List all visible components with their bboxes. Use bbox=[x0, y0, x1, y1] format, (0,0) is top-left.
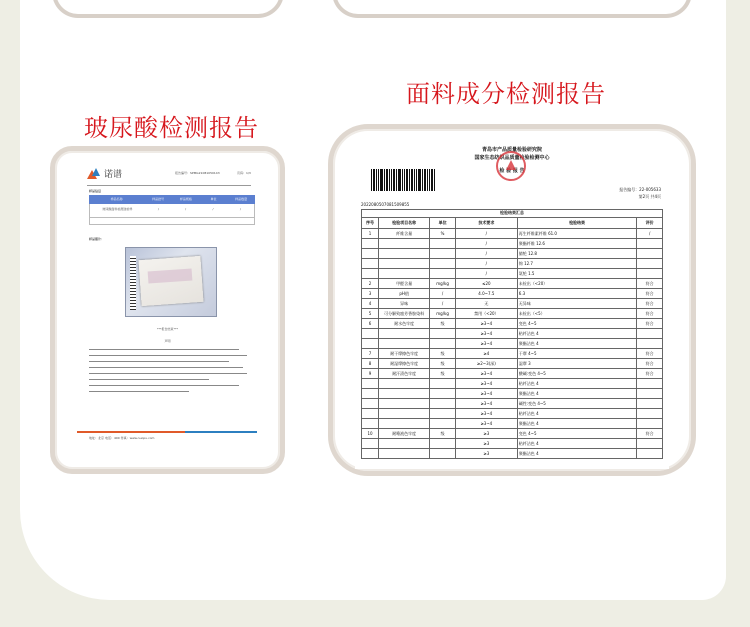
table-row bbox=[362, 379, 663, 389]
results-cell-req: / bbox=[455, 259, 517, 269]
results-cell-eval bbox=[637, 419, 663, 429]
report-end-marker: ***报告结束*** bbox=[156, 327, 178, 331]
results-cell-seq bbox=[362, 259, 379, 269]
table-row bbox=[362, 319, 663, 329]
sample-table-header-cell: 单位 bbox=[210, 197, 217, 201]
results-cell-unit: 级 bbox=[430, 429, 456, 439]
results-cell-unit bbox=[430, 239, 456, 249]
results-cell-seq: 4 bbox=[362, 299, 379, 309]
results-cell-item bbox=[379, 389, 430, 399]
results-cell-seq bbox=[362, 439, 379, 449]
results-cell-req: ≥3~4 bbox=[455, 419, 517, 429]
results-cell-seq: 9 bbox=[362, 369, 379, 379]
results-header-cell: 评价 bbox=[637, 218, 663, 229]
results-cell-res: 聚酯沾色 4 bbox=[517, 449, 637, 459]
results-cell-unit: 级 bbox=[430, 369, 456, 379]
statement-title: 声明 bbox=[164, 339, 171, 343]
results-cell-unit bbox=[430, 339, 456, 349]
official-stamp-icon bbox=[496, 151, 526, 181]
results-cell-unit: / bbox=[430, 299, 456, 309]
table-row bbox=[362, 279, 663, 289]
results-cell-seq: 2 bbox=[362, 279, 379, 289]
results-cell-req: ≥2~3(深) bbox=[455, 359, 517, 369]
results-cell-unit bbox=[430, 269, 456, 279]
results-cell-eval: 符合 bbox=[637, 289, 663, 299]
results-cell-seq: 8 bbox=[362, 359, 379, 369]
results-cell-seq bbox=[362, 249, 379, 259]
results-cell-req: 4.0~7.5 bbox=[455, 289, 517, 299]
results-cell-item: 耐干摩擦色牢度 bbox=[379, 349, 430, 359]
upper-right-report-frame bbox=[332, 0, 692, 18]
results-cell-eval: 符合 bbox=[637, 359, 663, 369]
results-cell-item: 耐汗渍色牢度 bbox=[379, 369, 430, 379]
document-title: 检 验 报 告 bbox=[499, 168, 525, 174]
results-cell-item: pH值 bbox=[379, 289, 430, 299]
results-cell-item: 异味 bbox=[379, 299, 430, 309]
results-cell-eval bbox=[637, 339, 663, 349]
sample-photo-heading: 样品照片： bbox=[89, 237, 105, 241]
results-cell-unit: 级 bbox=[430, 349, 456, 359]
results-cell-unit bbox=[430, 379, 456, 389]
sample-table-header-cell: 样品名称 bbox=[110, 197, 123, 201]
results-cell-req: / bbox=[455, 239, 517, 249]
results-cell-req: ≥3~4 bbox=[455, 339, 517, 349]
results-cell-seq bbox=[362, 239, 379, 249]
results-cell-item: 纤维含量 bbox=[379, 229, 430, 239]
results-cell-unit: 级 bbox=[430, 319, 456, 329]
results-cell-req: ≥3 bbox=[455, 439, 517, 449]
results-cell-req: 无 bbox=[455, 299, 517, 309]
results-header-cell: 序号 bbox=[362, 218, 379, 229]
hyaluronic-report-frame bbox=[50, 146, 285, 474]
footer-rule bbox=[77, 431, 257, 433]
table-row bbox=[362, 369, 663, 379]
results-table-grid bbox=[361, 217, 663, 459]
results-cell-item bbox=[379, 419, 430, 429]
results-cell-req: ≤20 bbox=[455, 279, 517, 289]
table-row bbox=[362, 449, 663, 459]
table-row bbox=[362, 289, 663, 299]
results-cell-seq: 6 bbox=[362, 319, 379, 329]
results-cell-res: 湿摩 3 bbox=[517, 359, 637, 369]
results-cell-unit bbox=[430, 419, 456, 429]
results-cell-item: 耐水色牢度 bbox=[379, 319, 430, 329]
results-cell-req: ≥3~4 bbox=[455, 329, 517, 339]
sample-table-header-cell: 样品批号 bbox=[152, 197, 165, 201]
results-cell-eval bbox=[637, 239, 663, 249]
fabric-report-frame bbox=[328, 124, 696, 476]
results-cell-res: 聚酯纤维 12.6 bbox=[517, 239, 637, 249]
results-cell-unit bbox=[430, 399, 456, 409]
page-number: 页码：1/3 bbox=[237, 171, 251, 175]
results-cell-res: 粘纤沾色 4 bbox=[517, 379, 637, 389]
sample-table-cell: / bbox=[185, 207, 187, 211]
table-row bbox=[362, 309, 663, 319]
results-cell-item: 甲醛含量 bbox=[379, 279, 430, 289]
results-cell-eval: 符合 bbox=[637, 319, 663, 329]
results-cell-item bbox=[379, 439, 430, 449]
results-cell-eval bbox=[637, 249, 663, 259]
results-cell-eval bbox=[637, 259, 663, 269]
results-cell-seq: 5 bbox=[362, 309, 379, 319]
results-header-cell: 检验项目名称 bbox=[379, 218, 430, 229]
results-cell-res: 碱性:变色 4~5 bbox=[517, 399, 637, 409]
table-row bbox=[362, 439, 663, 449]
results-cell-res: 酸碱:变色 4~5 bbox=[517, 369, 637, 379]
test-center-name: 国家生态纺织品质量检验检测中心 bbox=[474, 155, 550, 161]
results-cell-req: ≥3~4 bbox=[455, 409, 517, 419]
statement-lines bbox=[89, 349, 249, 397]
results-cell-res: 6.3 bbox=[517, 289, 637, 299]
results-cell-seq: 1 bbox=[362, 229, 379, 239]
results-cell-eval bbox=[637, 399, 663, 409]
results-cell-seq bbox=[362, 389, 379, 399]
table-row bbox=[362, 239, 663, 249]
results-cell-item bbox=[379, 249, 430, 259]
results-cell-unit bbox=[430, 259, 456, 269]
results-cell-res: 聚酯沾色 4 bbox=[517, 419, 637, 429]
sample-table bbox=[89, 195, 255, 225]
results-cell-req: ≥3 bbox=[455, 429, 517, 439]
results-cell-unit: mg/kg bbox=[430, 279, 456, 289]
results-cell-item bbox=[379, 449, 430, 459]
results-cell-res: 腈纶 12.8 bbox=[517, 249, 637, 259]
results-cell-item: 耐唾液色牢度 bbox=[379, 429, 430, 439]
report-number: 报告编号：22-005633 bbox=[619, 187, 661, 192]
results-cell-req: ≥3~4 bbox=[455, 389, 517, 399]
sample-photo bbox=[125, 247, 217, 317]
sample-table-cell: / bbox=[239, 207, 241, 211]
results-cell-eval: 符合 bbox=[637, 279, 663, 289]
hyaluronic-report-title: 玻尿酸检测报告 bbox=[84, 114, 259, 142]
results-cell-req: ≥4 bbox=[455, 349, 517, 359]
logo-mark-icon bbox=[87, 168, 101, 180]
results-cell-res: 锦 12.7 bbox=[517, 259, 637, 269]
results-cell-res: 粘纤沾色 4 bbox=[517, 439, 637, 449]
results-cell-req: / bbox=[455, 249, 517, 259]
table-row bbox=[362, 429, 663, 439]
table-row bbox=[362, 349, 663, 359]
results-cell-res: 聚酯沾色 4 bbox=[517, 389, 637, 399]
table-row bbox=[362, 359, 663, 369]
results-cell-res: 无异味 bbox=[517, 299, 637, 309]
results-cell-item bbox=[379, 259, 430, 269]
results-table bbox=[361, 209, 663, 459]
test-institute-name: 青岛市产品质量检验研究院 bbox=[481, 147, 542, 153]
results-cell-res: 聚酯沾色 4 bbox=[517, 339, 637, 349]
results-cell-unit: mg/kg bbox=[430, 309, 456, 319]
results-cell-res: 粘纤沾色 4 bbox=[517, 329, 637, 339]
results-cell-res: 未检出（<20） bbox=[517, 279, 637, 289]
results-cell-seq bbox=[362, 339, 379, 349]
results-cell-eval bbox=[637, 439, 663, 449]
results-cell-seq bbox=[362, 269, 379, 279]
results-cell-unit bbox=[430, 329, 456, 339]
results-cell-eval bbox=[637, 269, 663, 279]
table-row bbox=[362, 269, 663, 279]
results-cell-item bbox=[379, 269, 430, 279]
results-cell-unit bbox=[430, 409, 456, 419]
sample-table-cell: / bbox=[157, 207, 159, 211]
results-cell-unit bbox=[430, 449, 456, 459]
table-row bbox=[362, 249, 663, 259]
results-cell-eval: 符合 bbox=[637, 299, 663, 309]
table-row bbox=[362, 329, 663, 339]
results-cell-req: / bbox=[455, 269, 517, 279]
sample-table-cell: / bbox=[212, 207, 214, 211]
results-cell-unit bbox=[430, 249, 456, 259]
fabric-report-page bbox=[355, 141, 669, 469]
results-cell-seq bbox=[362, 329, 379, 339]
results-cell-req: ≥3~4 bbox=[455, 399, 517, 409]
results-cell-eval bbox=[637, 389, 663, 399]
upper-left-report-frame bbox=[52, 0, 284, 18]
results-cell-unit bbox=[430, 389, 456, 399]
table-row bbox=[362, 259, 663, 269]
page-info: 第2页 共4页 bbox=[638, 194, 661, 199]
results-cell-unit: / bbox=[430, 289, 456, 299]
results-cell-eval bbox=[637, 329, 663, 339]
results-cell-req: 禁用（<20） bbox=[455, 309, 517, 319]
sample-table-header-cell: 样品数量 bbox=[235, 197, 248, 201]
results-cell-item bbox=[379, 409, 430, 419]
results-cell-seq: 7 bbox=[362, 349, 379, 359]
results-cell-item bbox=[379, 239, 430, 249]
results-cell-unit bbox=[430, 439, 456, 449]
table-row bbox=[362, 339, 663, 349]
fabric-report-title: 面料成分检测报告 bbox=[406, 80, 606, 108]
results-cell-eval bbox=[637, 409, 663, 419]
results-cell-req: ≥3~4 bbox=[455, 319, 517, 329]
results-cell-res: 变色 4~5 bbox=[517, 429, 637, 439]
sample-table-header-cell: 样品规格 bbox=[179, 197, 192, 201]
results-cell-item: 耐湿摩擦色牢度 bbox=[379, 359, 430, 369]
results-cell-seq bbox=[362, 419, 379, 429]
results-cell-res: 氨纶 1.5 bbox=[517, 269, 637, 279]
results-cell-req: ≥3~4 bbox=[455, 379, 517, 389]
results-cell-eval: 符合 bbox=[637, 369, 663, 379]
results-cell-res: 干摩 4~5 bbox=[517, 349, 637, 359]
results-cell-seq bbox=[362, 449, 379, 459]
results-cell-item bbox=[379, 339, 430, 349]
results-cell-item bbox=[379, 329, 430, 339]
header-rule bbox=[87, 185, 251, 186]
results-cell-req: ≥3~4 bbox=[455, 369, 517, 379]
results-cell-seq: 10 bbox=[362, 429, 379, 439]
results-table-caption: 检验结果汇总 bbox=[361, 209, 663, 217]
results-cell-eval bbox=[637, 379, 663, 389]
results-cell-res: 未检出（<5） bbox=[517, 309, 637, 319]
results-cell-seq bbox=[362, 409, 379, 419]
results-cell-res: 再生纤维素纤维 61.0 bbox=[517, 229, 637, 239]
results-cell-unit: 级 bbox=[430, 359, 456, 369]
table-row bbox=[362, 299, 663, 309]
report-logo bbox=[87, 167, 122, 180]
results-header-cell: 检验结果 bbox=[517, 218, 637, 229]
results-cell-item bbox=[379, 379, 430, 389]
results-cell-req: / bbox=[455, 229, 517, 239]
footer-contact: 地址：北京 电话：400 传真：www.nuopu.com bbox=[89, 436, 155, 440]
results-cell-item: 可分解致癌芳香胺染料 bbox=[379, 309, 430, 319]
table-row bbox=[362, 389, 663, 399]
results-cell-seq bbox=[362, 399, 379, 409]
sample-table-cell: 玻尿酸面料检测送检样 bbox=[102, 207, 133, 211]
results-cell-eval: 符合 bbox=[637, 309, 663, 319]
barcode-icon bbox=[371, 169, 436, 191]
results-cell-eval: 符合 bbox=[637, 349, 663, 359]
table-row bbox=[362, 399, 663, 409]
hyaluronic-report-page bbox=[65, 159, 270, 463]
results-cell-seq bbox=[362, 379, 379, 389]
results-cell-eval bbox=[637, 449, 663, 459]
results-cell-eval: / bbox=[637, 229, 663, 239]
results-cell-eval: 符合 bbox=[637, 429, 663, 439]
logo-text: 诺谱 bbox=[104, 170, 123, 180]
results-header-cell: 技术要求 bbox=[455, 218, 517, 229]
table-row bbox=[362, 229, 663, 239]
sample-info-heading: 样品信息 bbox=[89, 189, 102, 193]
report-number: 报告编号：SPMG21081050143 bbox=[175, 171, 220, 175]
results-cell-res: 变色 4~5 bbox=[517, 319, 637, 329]
results-cell-unit: % bbox=[430, 229, 456, 239]
table-row bbox=[362, 419, 663, 429]
results-header-cell: 单位 bbox=[430, 218, 456, 229]
results-cell-res: 粘纤沾色 4 bbox=[517, 409, 637, 419]
results-cell-item bbox=[379, 399, 430, 409]
results-cell-seq: 3 bbox=[362, 289, 379, 299]
table-row bbox=[362, 409, 663, 419]
results-cell-req: ≥3 bbox=[455, 449, 517, 459]
report-serial: 2022080507081509855 bbox=[361, 202, 410, 207]
